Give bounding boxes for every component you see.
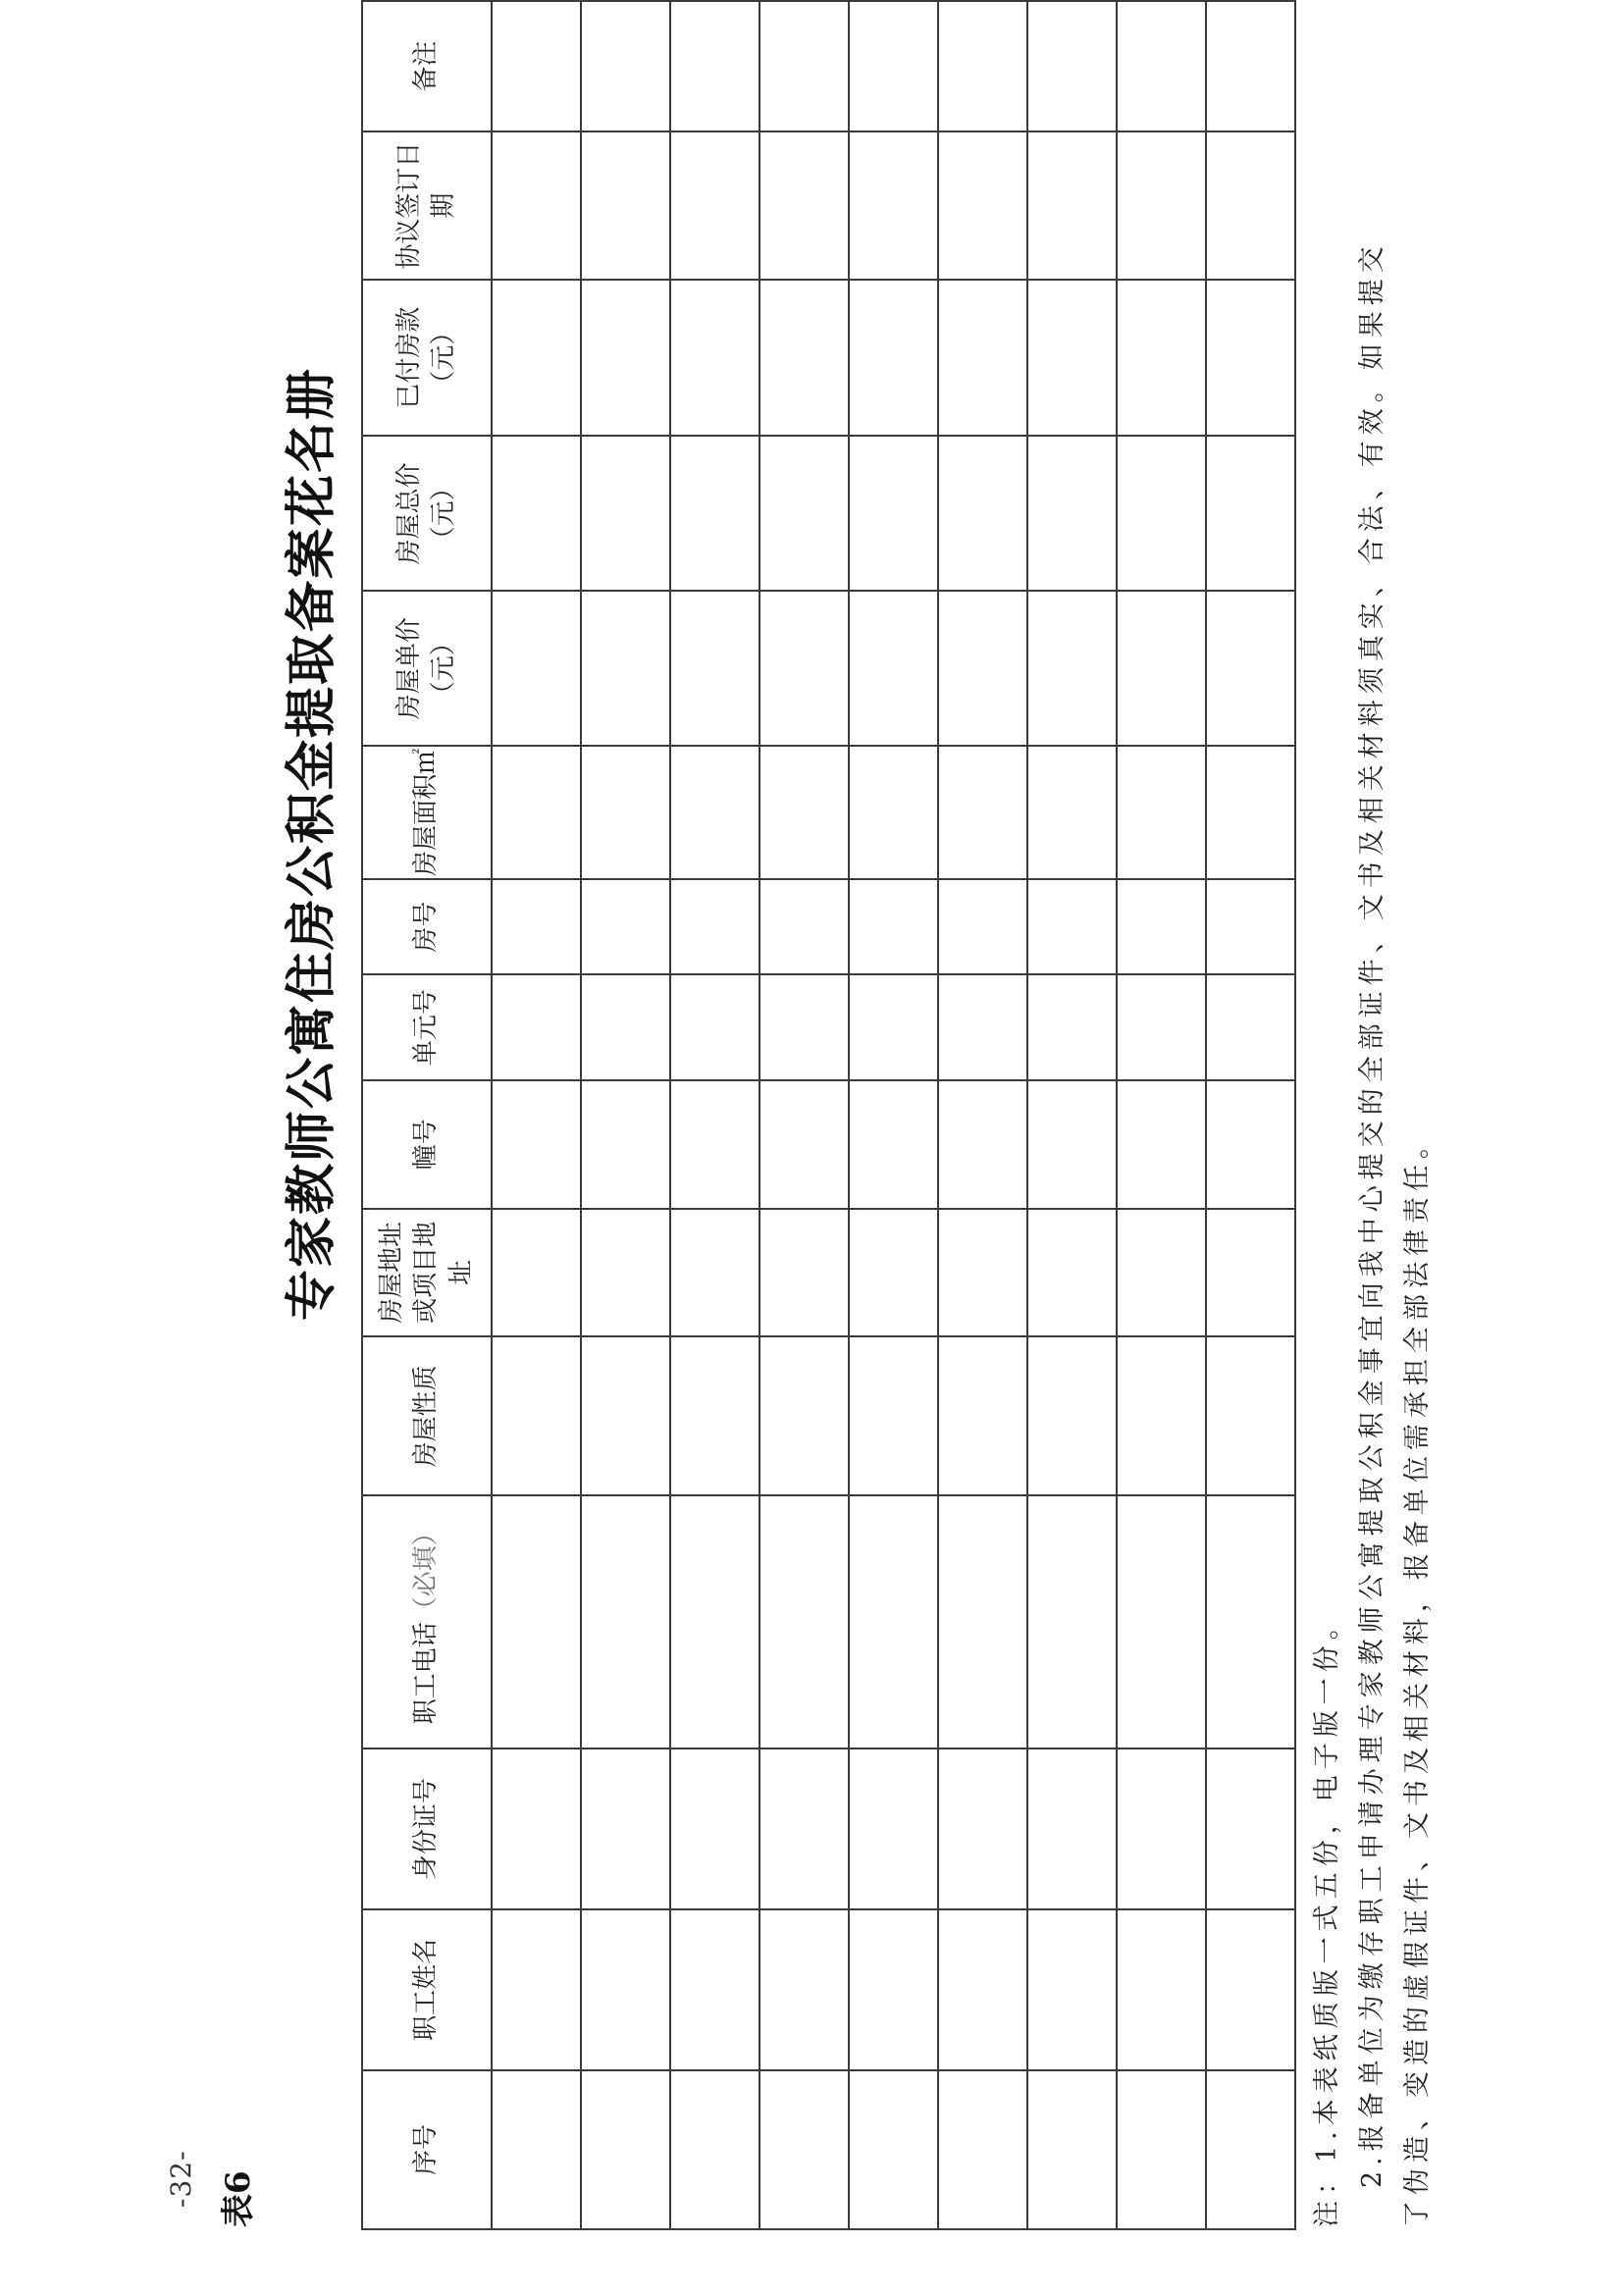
table-cell: [670, 131, 759, 280]
table-cell: [581, 1336, 670, 1495]
table-cell: [1117, 974, 1206, 1080]
table-cell: [492, 1495, 581, 1748]
table-cell: [1117, 2070, 1206, 2229]
table-cell: [1206, 436, 1295, 591]
table-cell: [1206, 879, 1295, 975]
table-cell: [670, 1748, 759, 1909]
table-cell: [581, 2070, 670, 2229]
table-cell: [849, 280, 938, 437]
table-cell: [581, 280, 670, 437]
table-tag: 表6: [219, 2170, 258, 2227]
table-cell: [1206, 746, 1295, 879]
table-cell: [1117, 1909, 1206, 2070]
table-cell: [1206, 280, 1295, 437]
header-cell: 房屋总价（元）: [362, 436, 492, 591]
table-cell: [1206, 591, 1295, 746]
table-cell: [759, 746, 849, 879]
table-cell: [1117, 436, 1206, 591]
header-cell: 职工电话（必填）: [362, 1495, 492, 1748]
table-cell: [849, 879, 938, 975]
table-cell: [759, 879, 849, 975]
header-cell: 房屋地址或项目地址: [362, 1209, 492, 1337]
table-cell: [1117, 1495, 1206, 1748]
table-cell: [1206, 1080, 1295, 1209]
table-cell: [759, 1909, 849, 2070]
table-cell: [670, 1, 759, 131]
table-cell: [759, 131, 849, 280]
table-row: [1206, 1, 1295, 2229]
table-cell: [581, 1909, 670, 2070]
table-cell: [849, 746, 938, 879]
table-cell: [492, 1909, 581, 2070]
page-number: -32-: [165, 2150, 197, 2208]
table-cell: [581, 746, 670, 879]
table-cell: [849, 974, 938, 1080]
note-line-2: 2.报备单位为缴存职工申请办理专家教师公寓提取公积金事宜向我中心提交的全部证件、文书及相关材料须真实、合法、有效。如果提交: [1357, 240, 1387, 2188]
table-cell: [1117, 746, 1206, 879]
table-cell: [492, 879, 581, 975]
table-cell: [581, 436, 670, 591]
registration-table: [361, 0, 1296, 2230]
header-cell: 单元号: [362, 974, 492, 1080]
table-cell: [1027, 879, 1117, 975]
table-body: [492, 1, 1295, 2229]
table-cell: [492, 1336, 581, 1495]
table-row: [1117, 1, 1206, 2229]
table-cell: [581, 591, 670, 746]
table-cell: [759, 436, 849, 591]
table-cell: [670, 746, 759, 879]
table-cell: [1117, 1080, 1206, 1209]
table-cell: [849, 1209, 938, 1337]
table-cell: [581, 879, 670, 975]
table-cell: [492, 2070, 581, 2229]
table-cell: [849, 436, 938, 591]
table-cell: [670, 879, 759, 975]
table-cell: [759, 1748, 849, 1909]
table-cell: [1206, 131, 1295, 280]
table-row: [849, 1, 938, 2229]
table-cell: [1206, 2070, 1295, 2229]
table-cell: [849, 591, 938, 746]
header-cell: 身份证号: [362, 1748, 492, 1909]
header-cell: 职工姓名: [362, 1909, 492, 2070]
table-cell: [670, 436, 759, 591]
table-cell: [670, 280, 759, 437]
table-cell: [1027, 1336, 1117, 1495]
table-cell: [581, 1080, 670, 1209]
table-cell: [492, 436, 581, 591]
table-cell: [492, 1080, 581, 1209]
table-cell: [938, 1336, 1027, 1495]
table-cell: [759, 1, 849, 131]
header-cell: 房屋性质: [362, 1336, 492, 1495]
table-cell: [938, 1, 1027, 131]
table-cell: [1206, 1, 1295, 131]
table-cell: [1117, 591, 1206, 746]
table-cell: [938, 131, 1027, 280]
header-cell: 已付房款（元）: [362, 280, 492, 437]
table-cell: [759, 2070, 849, 2229]
table-cell: [759, 1209, 849, 1337]
header-cell: 协议签订日期: [362, 131, 492, 280]
table-cell: [1117, 1209, 1206, 1337]
table-cell: [1027, 280, 1117, 437]
table-cell: [1206, 1209, 1295, 1337]
table-cell: [938, 2070, 1027, 2229]
table-cell: [1117, 131, 1206, 280]
table-cell: [1027, 746, 1117, 879]
table-cell: [492, 974, 581, 1080]
table-cell: [492, 591, 581, 746]
table-cell: [938, 1080, 1027, 1209]
table-cell: [938, 879, 1027, 975]
table-row: [938, 1, 1027, 2229]
table-cell: [670, 974, 759, 1080]
table-cell: [759, 280, 849, 437]
table-cell: [849, 1336, 938, 1495]
table-cell: [581, 1209, 670, 1337]
table-row: [759, 1, 849, 2229]
table-cell: [849, 2070, 938, 2229]
notes: [1305, 49, 1440, 2227]
table-cell: [670, 1909, 759, 2070]
table-cell: [849, 1909, 938, 2070]
table-cell: [938, 1209, 1027, 1337]
table-cell: [938, 974, 1027, 1080]
table-cell: [492, 746, 581, 879]
table-cell: [759, 1080, 849, 1209]
table-cell: [1206, 1336, 1295, 1495]
required-hint: （必填）: [411, 1520, 442, 1623]
table-row: [670, 1, 759, 2229]
table-cell: [1117, 879, 1206, 975]
header-row: [362, 1, 492, 2229]
table-cell: [1027, 2070, 1117, 2229]
header-cell: 房号: [362, 879, 492, 975]
table-cell: [759, 1495, 849, 1748]
table-cell: [492, 1, 581, 131]
table-cell: [670, 1080, 759, 1209]
note-line-3: 了伪造、变造的虚假证件、文书及相关材料，报备单位需承担全部法律责任。: [1402, 1126, 1433, 2227]
table-cell: [849, 1, 938, 131]
table-cell: [1206, 1748, 1295, 1909]
document-title: 专家教师公寓住房公积金提取备案花名册: [282, 367, 341, 1322]
header-cell: 序号: [362, 2070, 492, 2229]
table-cell: [1027, 1209, 1117, 1337]
table-cell: [1206, 1909, 1295, 2070]
table-cell: [938, 1495, 1027, 1748]
header-cell: 房屋单价（元）: [362, 591, 492, 746]
table-cell: [759, 1336, 849, 1495]
table-cell: [938, 591, 1027, 746]
table-cell: [1117, 280, 1206, 437]
table-cell: [492, 1748, 581, 1909]
table-cell: [670, 591, 759, 746]
table-cell: [759, 974, 849, 1080]
table-cell: [1206, 1495, 1295, 1748]
table-cell: [492, 1209, 581, 1337]
table-row: [581, 1, 670, 2229]
table-cell: [581, 131, 670, 280]
table-cell: [1027, 436, 1117, 591]
table-cell: [1027, 1495, 1117, 1748]
table-cell: [938, 280, 1027, 437]
table-cell: [938, 436, 1027, 591]
header-cell: 房屋面积㎡: [362, 746, 492, 879]
table-cell: [1027, 1909, 1117, 2070]
table-cell: [849, 1748, 938, 1909]
table-cell: [1117, 1748, 1206, 1909]
table-cell: [849, 131, 938, 280]
table-row: [1027, 1, 1117, 2229]
table-cell: [1027, 131, 1117, 280]
table-cell: [670, 1336, 759, 1495]
table-cell: [759, 591, 849, 746]
table-cell: [670, 2070, 759, 2229]
table-cell: [581, 974, 670, 1080]
table-cell: [581, 1748, 670, 1909]
header-cell: 幢号: [362, 1080, 492, 1209]
table-cell: [1027, 591, 1117, 746]
table-cell: [1027, 1, 1117, 131]
table-cell: [1206, 974, 1295, 1080]
header-cell: 备注: [362, 1, 492, 131]
table-cell: [938, 1909, 1027, 2070]
table-row: [492, 1, 581, 2229]
table-cell: [1117, 1336, 1206, 1495]
table-cell: [1027, 974, 1117, 1080]
note-line-1: 注：1.本表纸质版一式五份，电子版一份。: [1312, 1607, 1342, 2227]
table-cell: [1027, 1080, 1117, 1209]
table-cell: [849, 1080, 938, 1209]
table-cell: [670, 1209, 759, 1337]
table-cell: [1027, 1748, 1117, 1909]
table-cell: [492, 131, 581, 280]
table-cell: [581, 1495, 670, 1748]
table-cell: [670, 1495, 759, 1748]
table-cell: [581, 1, 670, 131]
table-cell: [938, 1748, 1027, 1909]
table-cell: [938, 746, 1027, 879]
table-cell: [492, 280, 581, 437]
table-cell: [1117, 1, 1206, 131]
table-cell: [849, 1495, 938, 1748]
